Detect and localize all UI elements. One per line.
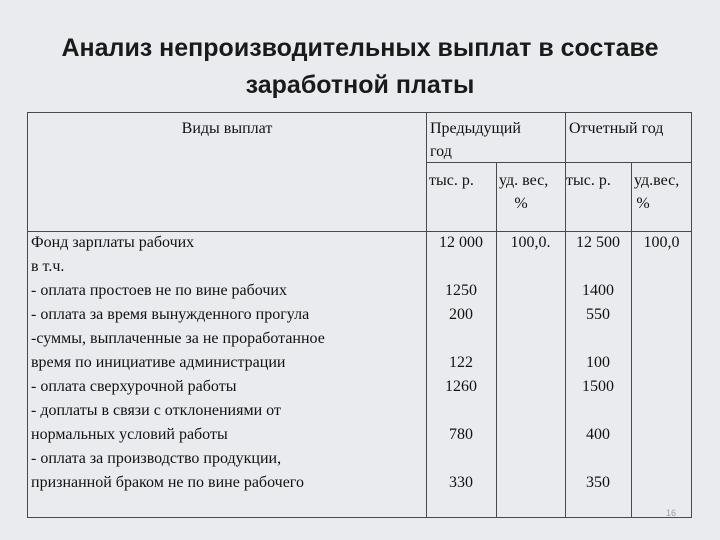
row-label: нормальных условий работы [31,426,228,443]
row-label: в т.ч. [31,258,65,275]
row-label: - оплата за время вынужденного прогула [31,306,310,323]
header-prev-year-line-2: год [430,143,452,160]
prev-value: 1260 [445,378,477,395]
report-value: 12 500 [576,234,620,251]
prev-share: 100,0. [510,234,551,251]
prev-value: 200 [449,306,473,323]
header-report-thousand-rub: тыс. р. [566,172,611,189]
page-number: 16 [665,508,676,518]
header-prev-thousand-rub: тыс. р. [429,172,474,189]
report-value: 550 [586,306,610,323]
prev-value: 1250 [445,282,477,299]
report-share: 100,0 [643,234,680,251]
payments-table [27,112,692,518]
title-line-1: Анализ непроизводительных выплат в составе [61,34,659,62]
header-report-share-line-1: уд.вес, [634,172,680,189]
slide-title [0,30,720,104]
header-report-share-line-2: % [636,195,650,212]
row-label: - оплата сверхурочной работы [31,378,237,395]
header-prev-share-line-1: уд. вес, [499,172,549,189]
prev-value: 780 [449,426,473,443]
header-report-year: Отчетный год [569,120,664,137]
report-value: 1400 [582,282,614,299]
report-value: 1500 [582,378,614,395]
report-value: 100 [586,354,610,371]
row-label: -суммы, выплаченные за не проработанное [31,330,325,347]
row-label: Фонд зарплаты рабочих [31,234,195,251]
header-prev-share-line-2: % [514,195,528,212]
row-label: - оплата простоев не по вине рабочих [31,282,287,299]
row-label: признанной браком не по вине рабочего [31,474,304,491]
title-line-2: заработной платы [245,71,475,99]
header-prev-year-line-1: Предыдущий [430,120,521,137]
report-value: 400 [586,426,610,443]
divider-subheader [426,162,692,163]
prev-value: 330 [449,474,473,491]
prev-value: 122 [449,354,473,371]
row-label: время по инициативе администрации [31,354,286,371]
header-payment-types: Виды выплат [181,120,273,137]
row-label: - оплата за производство продукции, [31,450,282,467]
prev-value: 12 000 [439,234,483,251]
row-label: - доплаты в связи с отклонениями от [31,402,281,419]
report-value: 350 [586,474,610,491]
